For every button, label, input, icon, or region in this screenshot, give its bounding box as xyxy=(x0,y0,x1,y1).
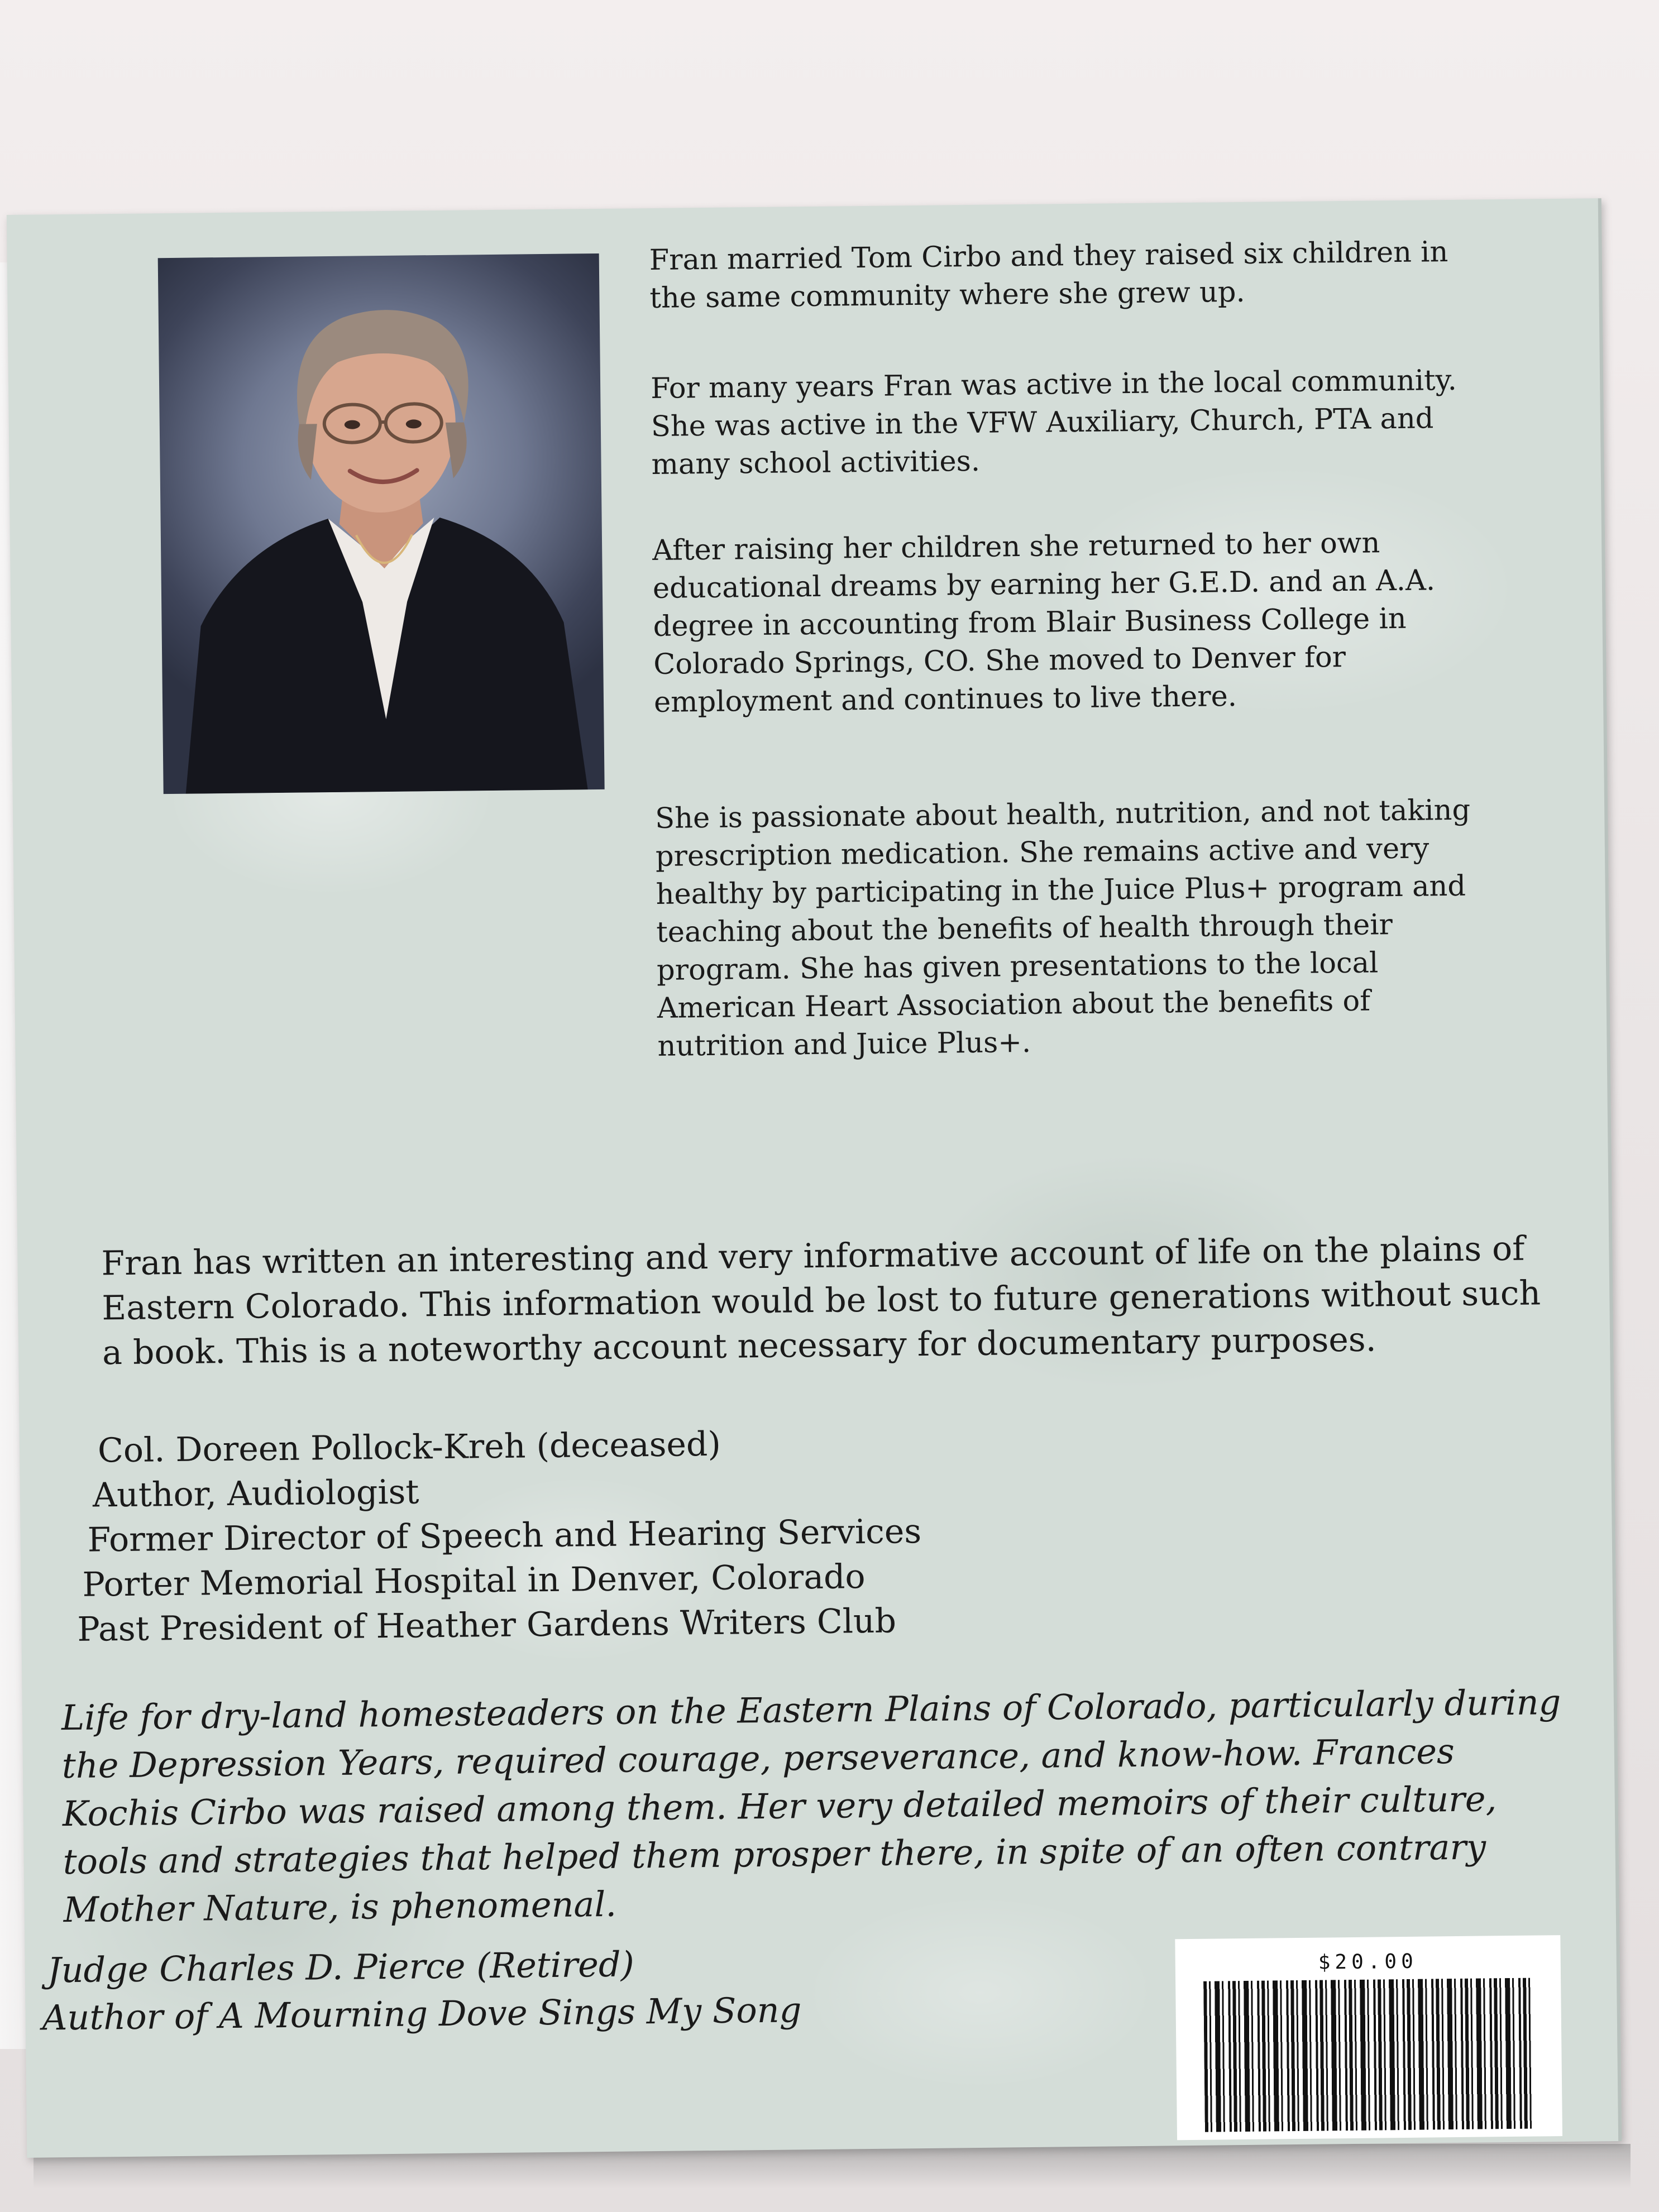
book-back-cover xyxy=(7,198,1622,2158)
barcode-bars xyxy=(1203,1978,1534,2132)
bio-paragraph-marriage: Fran married Tom Cirbo and they raised six children in the same community where she grew up. xyxy=(649,236,1448,315)
review-quote-pollock-kreh: Fran has written an interesting and very informative account of life on the plains of Eastern Colorado. This information would be lost to future generations without such a book. This is a noteworthy account necessary for documentary purposes. xyxy=(101,1229,1541,1373)
reviewer-line: Former Director of Speech and Hearing Services xyxy=(87,1512,922,1560)
reviewer-line: Author of A Mourning Dove Sings My Song xyxy=(42,1989,802,2038)
reviewer-line: Col. Doreen Pollock-Kreh (deceased) xyxy=(97,1424,721,1471)
author-portrait xyxy=(158,253,605,794)
reviewer-line: Past President of Heather Gardens Writers Club xyxy=(77,1601,897,1649)
barcode-label xyxy=(1175,1935,1562,2140)
reviewer-line: Author, Audiologist xyxy=(92,1472,419,1515)
author-portrait-illustration xyxy=(158,253,605,794)
bio-paragraph-health: She is passionate about health, nutrition, and not taking prescription medication. She remains active and very healthy by participating in the Juice Plus+ program and teaching about the benefits of health through their program. She has given presentations to the local American Heart Association about the benefits of nutrition and Juice Plus+. xyxy=(654,793,1471,1063)
reviewer-line: Porter Memorial Hospital in Denver, Colorado xyxy=(82,1557,866,1605)
price-label: $20.00 xyxy=(1318,1950,1418,1974)
reviewer-line: Judge Charles D. Pierce (Retired) xyxy=(47,1943,635,1991)
bio-paragraph-community: For many years Fran was active in the local community. She was active in the VFW Auxiliary, Church, PTA and many school activities. xyxy=(650,363,1457,481)
review-quote-pierce: Life for dry-land homesteaders on the Eastern Plains of Colorado, particularly during the Depression Years, required courage, perseverance, and know-how. Frances Kochis Cirbo was raised among them. Her very detailed memoirs of their culture, tools and strategies that helped them prosper there, in spite of an often contrary Mother Nature, is phenomenal. xyxy=(61,1682,1561,1931)
bio-paragraph-education: After raising her children she returned to her own educational dreams by earning her G.E.D. and an A.A. degree in accounting from Blair Business College in Colorado Springs, CO. She moved to Denver for employment and continues to live there. xyxy=(652,526,1436,719)
